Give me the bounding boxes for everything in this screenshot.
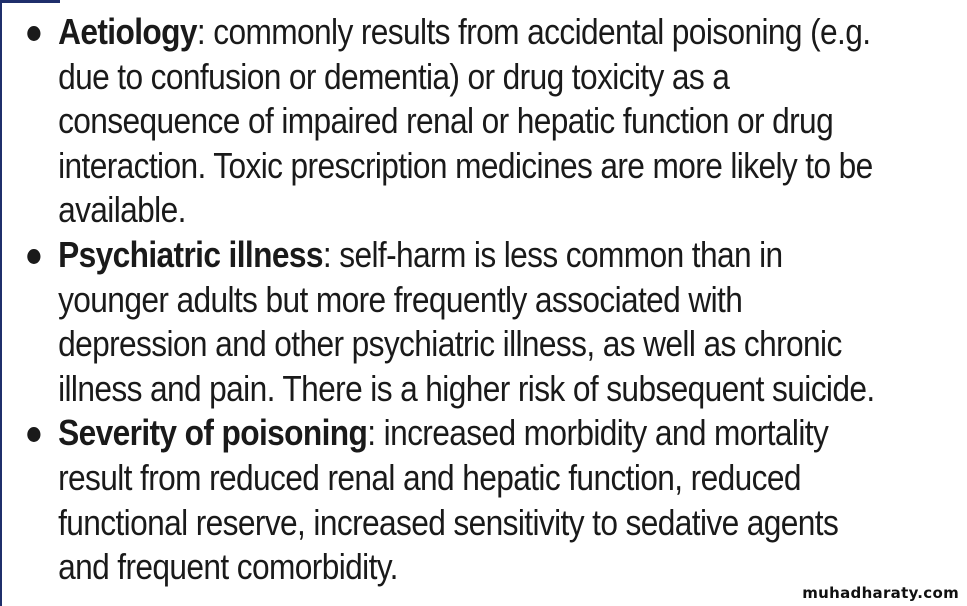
- bullet-term: Aetiology: [58, 11, 197, 52]
- bullet-item-severity-of-poisoning: [0, 411, 889, 589]
- bullet-item-psychiatric-illness: [0, 233, 889, 411]
- bullet-dot-icon: [27, 427, 40, 442]
- bullet-separator: :: [196, 11, 206, 52]
- bullet-text: increased morbidity and mortality result from reduced renal and hepatic function, reduced functional reserve, increased sensitivity to sedative agents and frequent comorbidity.: [58, 412, 839, 588]
- bullet-item-aetiology: [0, 10, 889, 233]
- bullet-dot-icon: [27, 26, 40, 41]
- top-accent-line: [0, 0, 60, 3]
- bullet-term: Severity of poisoning: [58, 412, 368, 454]
- bullet-separator: :: [322, 233, 332, 275]
- bullet-text: self-harm is less common than in younger adults but more frequently associated with depression and other psychiatric illness, as well as chronic illness and pain. There is a higher risk of subsequent suicide.: [58, 233, 875, 409]
- bullet-separator: :: [367, 412, 376, 454]
- bullet-dot-icon: [27, 249, 40, 264]
- bullet-term: Psychiatric illness: [58, 233, 323, 275]
- watermark: muhadharaty.com: [802, 584, 959, 602]
- bullet-text: commonly results from accidental poisoning (e.g. due to confusion or dementia) or drug toxicity as a consequence of impaired renal or hepatic function or drug interaction. Toxic prescription medicines are more likely to be available.: [58, 11, 873, 231]
- bullet-list: [0, 10, 967, 590]
